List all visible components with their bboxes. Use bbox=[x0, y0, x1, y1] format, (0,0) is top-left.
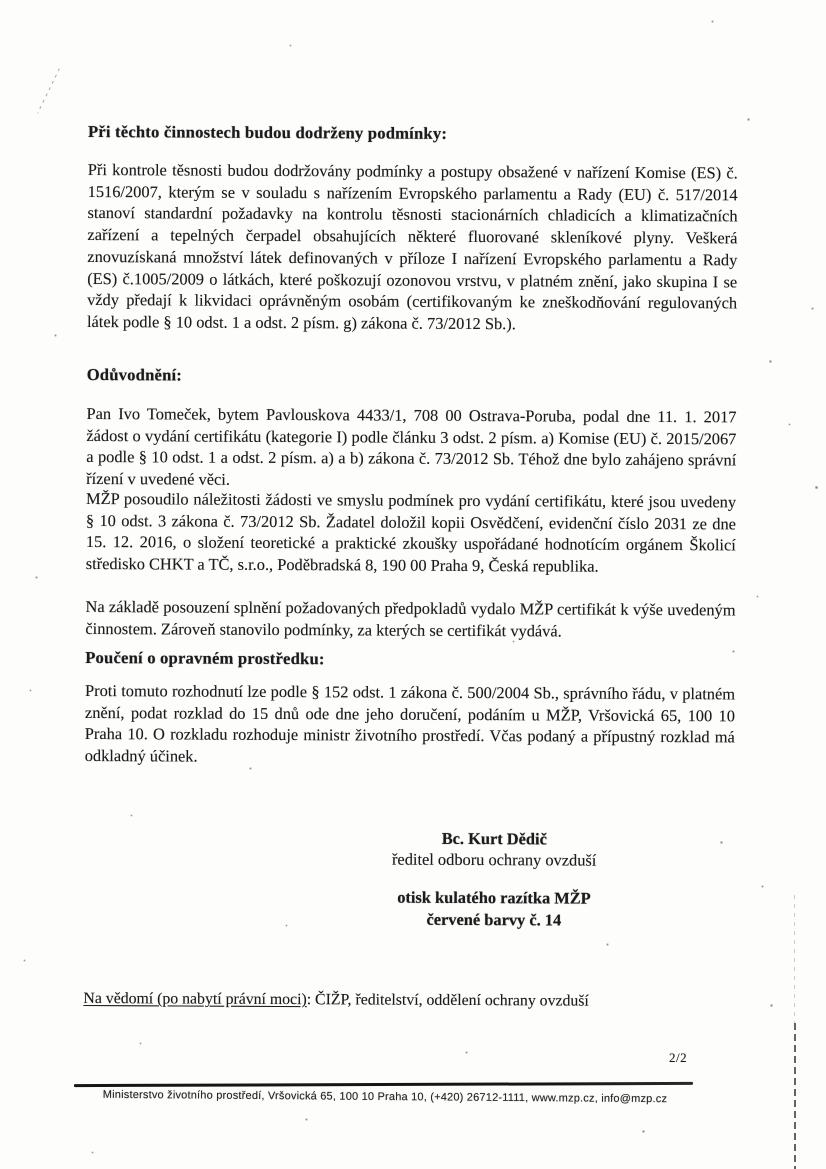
paragraph-conditions: Při kontrole těsnosti budou dodržovány podmínky a postupy obsažené v nařízení Komise (ES) č. 1516/2007, kterým se v souladu s nařízením Evropského parlamentu a Rady (EU) č. 517/2014 stanoví standardní požadavky na kontrolu těsnosti stacionárních chladicích a klimatizačních zařízení a tepelných čerpadel obsahujících některé fluorované skleníkové plyny. Veškerá znovuzískaná množství látek definovaných v příloze I nařízení Evropského parlamentu a Rady (ES) č.1005/2009 o látkách, které poškozují ozonovou vrstvu, v platném znění, jako skupina I se vždy předají k likvidaci oprávněným osobám (certifikovaným ke zneškodňování regulovaných látek podle § 10 odst. 1 a odst. 2 písm. g) zákona č. 73/2012 Sb.). bbox=[86, 159, 738, 334]
signature-name: Bc. Kurt Dědič bbox=[441, 828, 547, 849]
paragraph-appeal: Proti tomuto rozhodnutí lze podle § 152 odst. 1 zákona č. 500/2004 Sb., správního řádu, v platném znění, podat rozklad do 15 dnů ode dne jeho doručení, podáním u MŽP, Vršovická 65, 100 10 Praha 10. O rozkladu rozhoduje ministr životního prostředí. Včas podaný a přípustný rozklad má odkladný účinek. bbox=[84, 680, 736, 766]
cc-note-value: : ČIŽP, ředitelství, oddělení ochrany ovzduší bbox=[306, 991, 589, 1010]
footer-contact-line: Ministerstvo životního prostředí, Vršovická 65, 100 10 Praha 10, (+420) 26712-1111, www.mzp.cz, info@mzp.cz bbox=[102, 1088, 668, 1106]
heading-appeal: Poučení o opravném prostředku: bbox=[85, 647, 325, 669]
cc-note-label: Na vědomí (po nabytí právní moci) bbox=[83, 989, 307, 1009]
heading-conditions: Při těchto činnostech budou dodrženy podmínky: bbox=[87, 121, 448, 143]
stamp-note-line2: červené barvy č. 14 bbox=[426, 909, 562, 929]
stamp-note-line1: otisk kulatého razítka MŽP bbox=[397, 887, 591, 908]
paragraph-applicant: Pan Ivo Tomeček, bytem Pavlouskova 4433/1, 708 00 Ostrava-Poruba, podal dne 11. 1. 2017 žádost o vydání certifikátu (kategorie I) podle článku 3 odst. 2 písm. a) Komise (EU) č. 2015/2067 a podle § 10 odst. 1 a odst. 2 písm. a) a b) zákona č. 73/2012 Sb. Téhož dne bylo zahájeno správní řízení v uvedené věci. bbox=[86, 403, 737, 489]
scan-noise-specks bbox=[0, 0, 1, 1]
cc-note bbox=[83, 989, 783, 1013]
page-number: 2/2 bbox=[669, 1050, 688, 1065]
heading-justification: Odůvodnění: bbox=[86, 364, 183, 385]
signature-title: ředitel odboru ochrany ovzduší bbox=[391, 849, 597, 870]
paragraph-issuance: Na základě posouzení splnění požadovaných předpokladů vydalo MŽP certifikát k výše uvedeným činnostem. Zároveň stanovilo podmínky, za kterých se certifikát vydává. bbox=[85, 596, 736, 641]
stamp-note bbox=[333, 886, 655, 931]
scan-edge-artifact bbox=[794, 895, 795, 1023]
scan-edge-artifact bbox=[794, 1023, 796, 1169]
signature-block bbox=[333, 827, 656, 931]
paragraph-assessment: MŽP posoudilo náležitosti žádosti ve smyslu podmínek pro vydání certifikátu, které jsou uvedeny § 10 odst. 3 zákona č. 73/2012 Sb. Žadatel doložil kopii Osvědčení, evidenční číslo 2031 ze dne 15. 12. 2016, o složení teoretické a praktické zkoušky uspořádané hodnotícím orgánem Školicí středisko CHKT a TČ, s.r.o., Poděbradská 8, 190 00 Praha 9, Česká republika. bbox=[85, 488, 737, 576]
